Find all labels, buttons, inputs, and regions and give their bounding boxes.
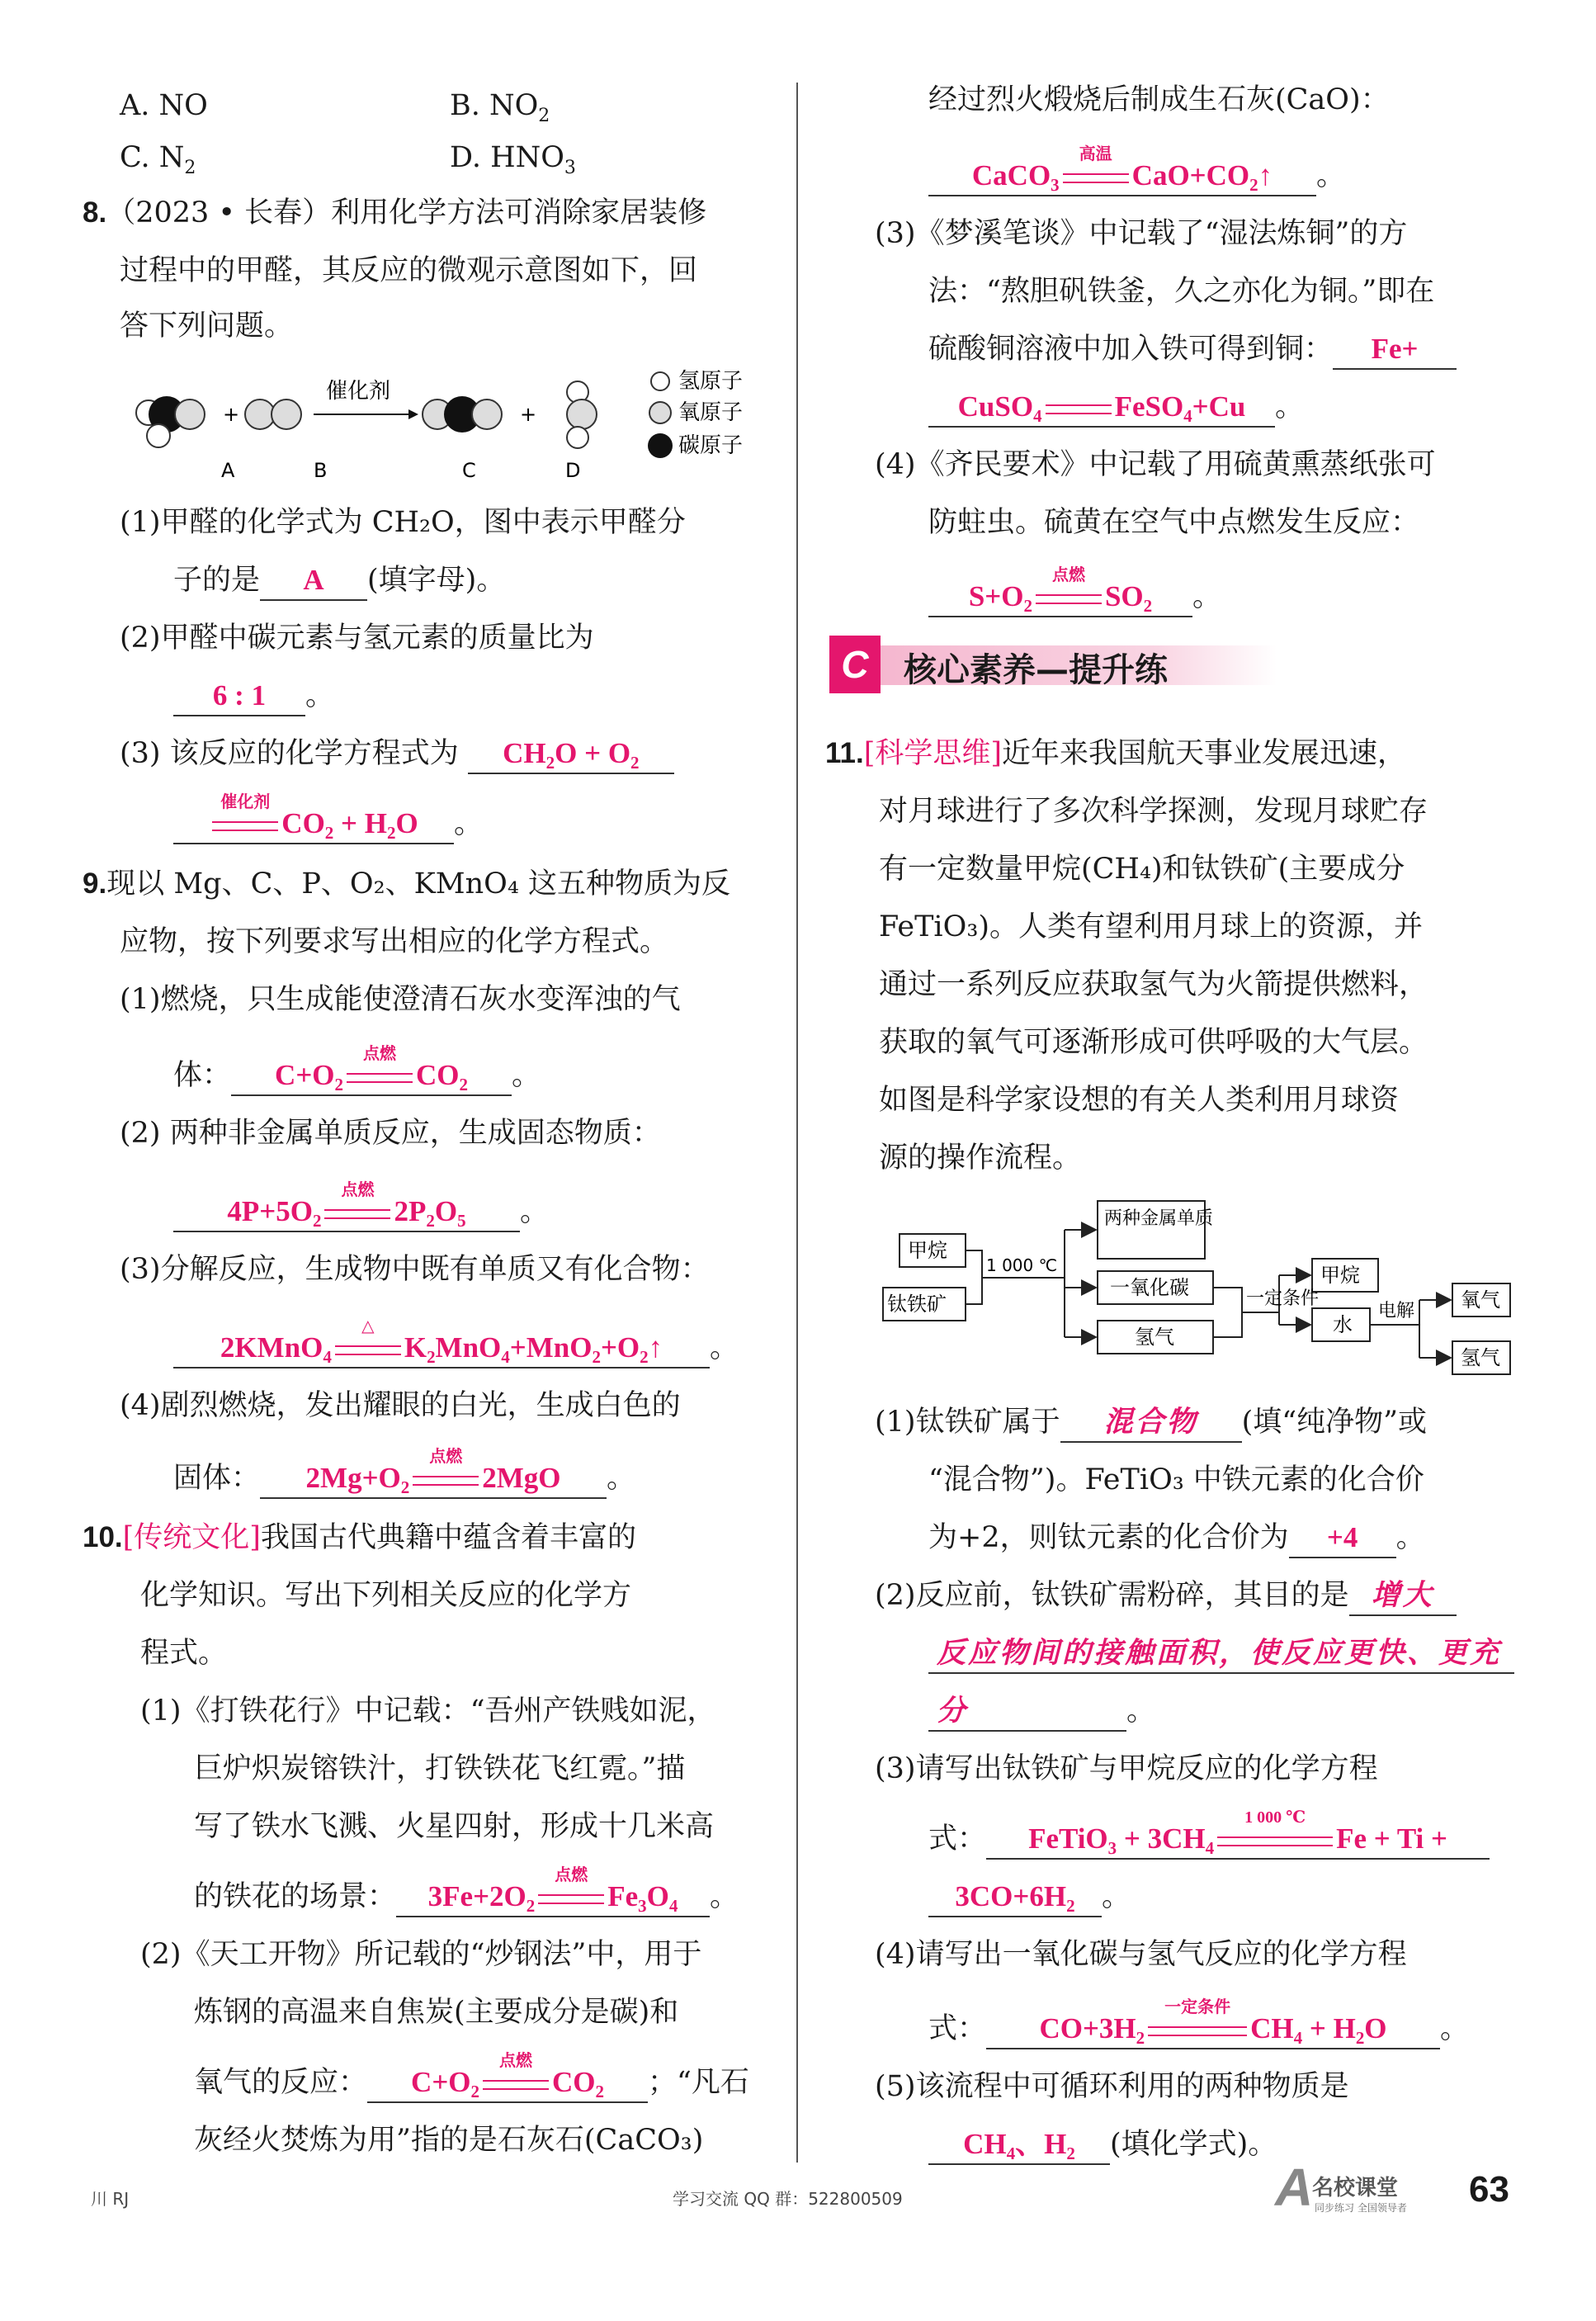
q10-part2-b: 炼钢的高温来自焦炭(主要成分是碳)和	[194, 1996, 679, 2029]
section-header	[829, 636, 1267, 693]
q11-part3-b: 式： FeTiO₃ + 3CH₄ 1 000 ℃ Fe + Ti +	[928, 1820, 1490, 1860]
q8-part3-a: (3) 该反应的化学方程式为 CH₂O + O₂	[120, 735, 674, 774]
page-number: 63	[1469, 2169, 1509, 2210]
q10-stem-3: 程式。	[140, 1637, 228, 1670]
footer-edition: 川 RJ	[91, 2189, 130, 2209]
q9-part1-a: (1)燃烧，只生成能使澄清石灰水变浑浊的气	[120, 983, 681, 1016]
q11-part4-b: 式： CO+3H₂ 一定条件 CH₄ + H₂O 。	[928, 2010, 1469, 2049]
q8-part2-a: (2)甲醛中碳元素与氢元素的质量比为	[120, 622, 594, 655]
q10-part2-a: (2)《天工开物》所记载的“炒钢法”中，用于	[140, 1938, 702, 1971]
q11-stem-6: 获取的氧气可逐渐形成可供呼吸的大气层。	[879, 1026, 1428, 1059]
section-title: 核心素养—提升练	[904, 651, 1168, 689]
q11-stem-3: 有一定数量甲烷(CH₄)和钛铁矿(主要成分	[879, 853, 1405, 886]
molecule-d	[567, 381, 597, 448]
q9-part3-answer: 2KMnO₄ △ K₂MnO₄+MnO₂+O₂↑ 。	[173, 1329, 739, 1368]
q8-stem-3: 答下列问题。	[120, 310, 294, 343]
q11-stem-4: FeTiO₃)。人类有望利用月球上的资源，并	[879, 910, 1424, 943]
svg-text:氧原子: 氧原子	[678, 400, 744, 425]
q8-part2-answer: 6 : 1 。	[173, 677, 334, 716]
q10-part2-d: 灰经火焚炼为用”指的是石灰石(CaCO₃)	[194, 2124, 704, 2157]
svg-text:一定条件: 一定条件	[1246, 1288, 1320, 1309]
q10-part4-b: 防蛀虫。硫黄在空气中点燃发生反应：	[928, 506, 1420, 539]
svg-text:两种金属单质: 两种金属单质	[1104, 1208, 1214, 1229]
q10-part2-c: 氧气的反应： C+O₂ 点燃 CO₂ ；“凡石	[194, 2063, 749, 2103]
q11-stem-5: 通过一系列反应获取氢气为火箭提供燃料，	[879, 968, 1428, 1001]
q8-part1-a: (1)甲醛的化学式为 CH₂O，图中表示甲醛分	[120, 506, 686, 539]
option-a: A. NO	[120, 89, 208, 122]
molecule-b	[245, 399, 301, 429]
q11-part5-a: (5)该流程中可循环利用的两种物质是	[875, 2070, 1349, 2103]
molecule-a	[136, 396, 205, 447]
q9-stem-1: 9.现以 Mg、C、P、O₂、KMnO₄ 这五种物质为反	[83, 867, 731, 901]
q9-part3-a: (3)分解反应，生成物中既有单质又有化合物：	[120, 1253, 710, 1286]
q11-part2-answer-2: 反应物间的接触面积，使反应更快、更充	[928, 1634, 1514, 1674]
q8-part1-b: 子的是 A (填字母)。	[173, 561, 505, 601]
svg-text:甲烷: 甲烷	[908, 1239, 947, 1262]
q11-part1-a: (1)钛铁矿属于 混合物 (填“纯净物”或	[875, 1403, 1427, 1443]
q10-part3-a: (3)《梦溪笔谈》中记载了“湿法炼铜”的方	[875, 217, 1408, 250]
option-d: D. $HNO_3$	[450, 141, 576, 178]
q9-part2-a: (2) 两种非金属单质反应，生成固态物质：	[120, 1117, 661, 1150]
q10-part2-answer2: CaCO₃ 高温 CaO+CO₂↑ 。	[928, 157, 1345, 196]
svg-text:氢气: 氢气	[1135, 1326, 1174, 1349]
q10-part4-answer: S+O₂ 点燃 SO₂ 。	[928, 578, 1221, 617]
q10-part1-a: (1)《打铁花行》中记载：“吾州产铁贱如泥，	[140, 1695, 716, 1728]
q11-part3-a: (3)请写出钛铁矿与甲烷反应的化学方程	[875, 1752, 1378, 1785]
q10-part4-a: (4)《齐民要术》中记载了用硫黄熏蒸纸张可	[875, 448, 1436, 481]
q8-part3-b: 催化剂 CO₂ + H₂O 。	[173, 805, 483, 844]
q11-part4-a: (4)请写出一氧化碳与氢气反应的化学方程	[875, 1938, 1407, 1971]
q11-part2-answer-3: 分 。	[928, 1692, 1155, 1732]
section-letter: C	[829, 636, 881, 693]
q11-part5-b: CH₄、H₂ (填化学式)。	[928, 2125, 1277, 2165]
q10-part1-c: 写了铁水飞溅、火星四射，形成十几米高	[194, 1810, 715, 1843]
q10-part3-c: 硫酸铜溶液中加入铁可得到铜： Fe+	[928, 330, 1457, 370]
svg-text:D: D	[565, 459, 581, 482]
q10-part2-e: 经过烈火煅烧后制成生石灰(CaO)：	[928, 83, 1390, 116]
q11-part1-c: 为+2，则钛元素的化合价为 +4 。	[928, 1519, 1425, 1558]
process-flowchart	[875, 1193, 1518, 1399]
footer-qq-group: 学习交流 QQ 群：522800509	[673, 2189, 903, 2209]
svg-text:氧气: 氧气	[1461, 1288, 1500, 1312]
publisher-logo: A 名校课堂 同步练习 全国领导者	[1275, 2158, 1407, 2217]
svg-text:氢原子: 氢原子	[678, 369, 744, 394]
option-b: B. $NO_2$	[450, 89, 550, 126]
q8-stem-2: 过程中的甲醛，其反应的微观示意图如下，回	[120, 254, 698, 287]
diagram-legend	[648, 369, 743, 458]
reaction-micro-diagram	[132, 363, 825, 487]
svg-text:碳原子: 碳原子	[678, 433, 744, 458]
q11-part2-a: (2)反应前，钛铁矿需粉碎，其目的是 增大	[875, 1576, 1457, 1616]
svg-text:B: B	[314, 459, 328, 482]
q10-stem-1: 10.[传统文化]我国古代典籍中蕴含着丰富的	[83, 1521, 636, 1554]
q10-part3-answer: CuSO₄ FeSO₄+Cu 。	[928, 388, 1304, 428]
svg-text:甲烷: 甲烷	[1320, 1264, 1360, 1287]
q9-part4-b: 固体： 2Mg+O₂ 点燃 2MgO 。	[173, 1459, 635, 1499]
svg-text:水: 水	[1333, 1313, 1353, 1336]
svg-text:+: +	[223, 403, 240, 426]
q10-part1-b: 巨炉炽炭镕铁汁，打铁铁花飞红霓。”描	[194, 1752, 686, 1785]
svg-text:1 000 ℃: 1 000 ℃	[986, 1255, 1058, 1275]
option-c: C. $N_2$	[120, 141, 196, 178]
svg-text:A: A	[221, 459, 235, 482]
molecule-c	[423, 396, 502, 433]
q11-stem-1: 11.[科学思维]近年来我国航天事业发展迅速，	[825, 737, 1407, 770]
svg-text:催化剂: 催化剂	[326, 379, 391, 404]
q11-part3-c: 3CO+6H₂ 。	[928, 1878, 1131, 1917]
q11-stem-8: 源的操作流程。	[879, 1142, 1082, 1175]
q10-part3-b: 法：“熬胆矾铁釜，久之亦化为铜。”即在	[928, 275, 1435, 308]
svg-text:钛铁矿: 钛铁矿	[887, 1293, 947, 1316]
svg-text:氢气: 氢气	[1461, 1346, 1500, 1369]
q9-stem-2: 应物，按下列要求写出相应的化学方程式。	[120, 925, 669, 958]
svg-text:C: C	[462, 459, 476, 482]
q10-stem-2: 化学知识。写出下列相关反应的化学方	[140, 1579, 632, 1612]
svg-text:+: +	[520, 403, 537, 426]
svg-text:一氧化碳: 一氧化碳	[1110, 1276, 1189, 1299]
q9-part2-answer: 4P+5O₂ 点燃 2P₂O₅ 。	[173, 1193, 549, 1232]
svg-text:电解: 电解	[1378, 1301, 1415, 1321]
q11-stem-2: 对月球进行了多次科学探测，发现月球贮存	[879, 795, 1428, 828]
q9-part1-b: 体： C+O₂ 点燃 CO₂ 。	[173, 1057, 541, 1096]
q10-part1-d: 的铁花的场景： 3Fe+2O₂ 点燃 Fe₃O₄ 。	[194, 1878, 739, 1917]
q11-stem-7: 如图是科学家设想的有关人类利用月球资	[879, 1084, 1400, 1117]
q9-part4-a: (4)剧烈燃烧，发出耀眼的白光，生成白色的	[120, 1389, 681, 1422]
q8-stem-1: 8.（2023 • 长春）利用化学方法可消除家居装修	[83, 196, 707, 229]
q11-part1-b: “混合物”)。FeTiO₃ 中铁元素的化合价	[928, 1463, 1424, 1496]
